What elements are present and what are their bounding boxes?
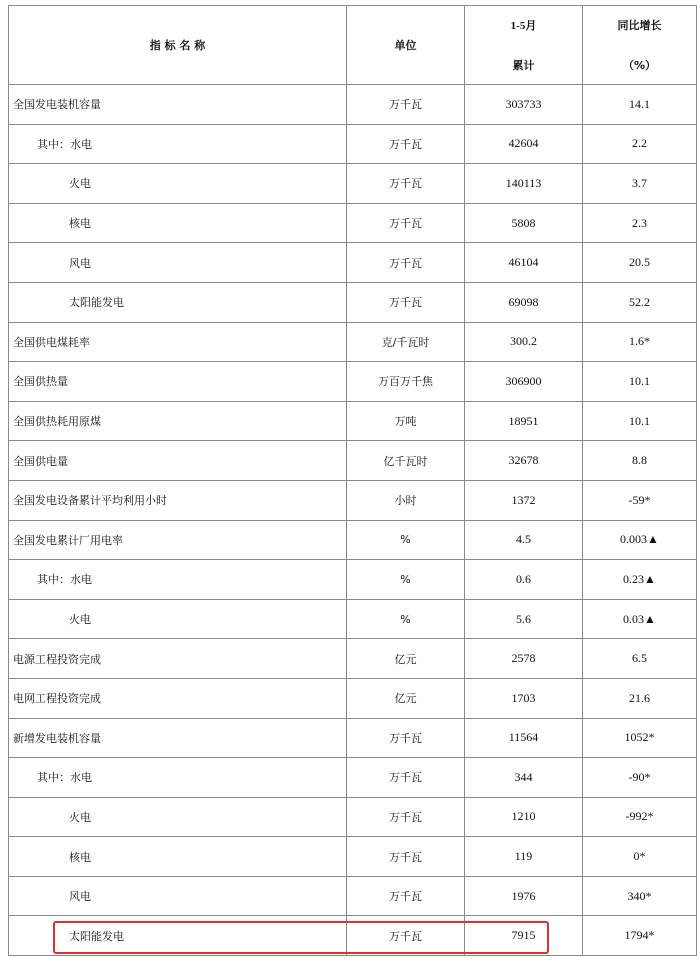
power-industry-statistics-table [8, 5, 697, 956]
table-row [9, 282, 697, 322]
indicator-name-cell: 风电 [9, 243, 347, 283]
indicator-name-cell: 全国供电量 [9, 441, 347, 481]
growth-rate-cell: 20.5 [583, 243, 697, 283]
indicator-name-cell: 核电 [9, 203, 347, 243]
growth-rate-cell: 6.5 [583, 639, 697, 679]
unit-cell: 万千瓦 [347, 718, 465, 758]
growth-rate-cell: -90* [583, 758, 697, 798]
growth-rate-cell: -59* [583, 480, 697, 520]
table-row [9, 322, 697, 362]
indicator-name-cell: 电源工程投资完成 [9, 639, 347, 679]
growth-rate-cell: 21.6 [583, 678, 697, 718]
growth-rate-cell: 1794* [583, 916, 697, 956]
growth-rate-cell: 1.6* [583, 322, 697, 362]
cumulative-value-cell: 300.2 [465, 322, 583, 362]
cumulative-value-cell: 11564 [465, 718, 583, 758]
table-row [9, 639, 697, 679]
table-row [9, 876, 697, 916]
unit-cell: 万千瓦 [347, 837, 465, 877]
cumulative-value-cell: 344 [465, 758, 583, 798]
growth-rate-cell: 0* [583, 837, 697, 877]
table-row [9, 164, 697, 204]
table-row [9, 124, 697, 164]
growth-rate-cell: 8.8 [583, 441, 697, 481]
table-row [9, 599, 697, 639]
statistics-table-container [8, 5, 696, 956]
table-row [9, 718, 697, 758]
cumulative-value-cell: 1372 [465, 480, 583, 520]
growth-rate-cell: 0.003▲ [583, 520, 697, 560]
indicator-name-cell: 全国发电累计厂用电率 [9, 520, 347, 560]
header-growth [583, 6, 697, 85]
cumulative-value-cell: 5.6 [465, 599, 583, 639]
unit-cell: % [347, 560, 465, 600]
table-row [9, 916, 697, 956]
unit-cell: 万千瓦 [347, 916, 465, 956]
indicator-name-cell: 太阳能发电 [9, 282, 347, 322]
growth-rate-cell: 52.2 [583, 282, 697, 322]
cumulative-value-cell: 1976 [465, 876, 583, 916]
table-row [9, 797, 697, 837]
table-row [9, 678, 697, 718]
growth-rate-cell: 0.23▲ [583, 560, 697, 600]
unit-cell: 克/千瓦时 [347, 322, 465, 362]
growth-rate-cell: 14.1 [583, 85, 697, 125]
unit-cell: 万千瓦 [347, 243, 465, 283]
table-row [9, 560, 697, 600]
unit-cell: % [347, 520, 465, 560]
table-row [9, 758, 697, 798]
unit-cell: 万千瓦 [347, 282, 465, 322]
cumulative-value-cell: 140113 [465, 164, 583, 204]
growth-rate-cell: 340* [583, 876, 697, 916]
indicator-name-cell: 火电 [9, 599, 347, 639]
growth-rate-cell: 10.1 [583, 401, 697, 441]
unit-cell: 万千瓦 [347, 876, 465, 916]
cumulative-value-cell: 32678 [465, 441, 583, 481]
indicator-name-cell: 其中：水电 [9, 124, 347, 164]
growth-rate-cell: 1052* [583, 718, 697, 758]
unit-cell: 万吨 [347, 401, 465, 441]
unit-cell: 亿元 [347, 639, 465, 679]
indicator-name-cell: 火电 [9, 797, 347, 837]
table-row [9, 362, 697, 402]
cumulative-value-cell: 306900 [465, 362, 583, 402]
table-row [9, 837, 697, 877]
cumulative-value-cell: 0.6 [465, 560, 583, 600]
unit-cell: 亿千瓦时 [347, 441, 465, 481]
cumulative-value-cell: 4.5 [465, 520, 583, 560]
table-row [9, 520, 697, 560]
table-row [9, 401, 697, 441]
growth-rate-cell: 3.7 [583, 164, 697, 204]
indicator-name-cell: 全国发电装机容量 [9, 85, 347, 125]
header-growth-unit: （%） [622, 59, 657, 72]
cumulative-value-cell: 1210 [465, 797, 583, 837]
indicator-name-cell: 电网工程投资完成 [9, 678, 347, 718]
indicator-name-cell: 全国供热耗用原煤 [9, 401, 347, 441]
growth-rate-cell: 2.2 [583, 124, 697, 164]
table-row [9, 441, 697, 481]
growth-rate-cell: -992* [583, 797, 697, 837]
indicator-name-cell: 新增发电装机容量 [9, 718, 347, 758]
cumulative-value-cell: 7915 [465, 916, 583, 956]
unit-cell: 小时 [347, 480, 465, 520]
table-row [9, 203, 697, 243]
indicator-name-cell: 全国供热量 [9, 362, 347, 402]
header-indicator-name: 指 标 名 称 [9, 6, 347, 85]
unit-cell: 万千瓦 [347, 797, 465, 837]
header-cumulative [465, 6, 583, 85]
cumulative-value-cell: 1703 [465, 678, 583, 718]
unit-cell: 万百万千焦 [347, 362, 465, 402]
unit-cell: 万千瓦 [347, 164, 465, 204]
unit-cell: 万千瓦 [347, 203, 465, 243]
indicator-name-cell: 全国供电煤耗率 [9, 322, 347, 362]
cumulative-value-cell: 46104 [465, 243, 583, 283]
table-row [9, 85, 697, 125]
unit-cell: 万千瓦 [347, 758, 465, 798]
header-growth-label: 同比增长 [617, 19, 662, 32]
header-cumulative-label: 累计 [512, 59, 535, 72]
table-row [9, 480, 697, 520]
unit-cell: 万千瓦 [347, 85, 465, 125]
indicator-name-cell: 其中：水电 [9, 560, 347, 600]
indicator-name-cell: 核电 [9, 837, 347, 877]
cumulative-value-cell: 42604 [465, 124, 583, 164]
growth-rate-cell: 2.3 [583, 203, 697, 243]
unit-cell: % [347, 599, 465, 639]
growth-rate-cell: 0.03▲ [583, 599, 697, 639]
header-unit: 单位 [347, 6, 465, 85]
cumulative-value-cell: 69098 [465, 282, 583, 322]
unit-cell: 亿元 [347, 678, 465, 718]
cumulative-value-cell: 2578 [465, 639, 583, 679]
table-row [9, 243, 697, 283]
growth-rate-cell: 10.1 [583, 362, 697, 402]
table-header-row [9, 6, 697, 85]
indicator-name-cell: 太阳能发电 [9, 916, 347, 956]
cumulative-value-cell: 5808 [465, 203, 583, 243]
indicator-name-cell: 火电 [9, 164, 347, 204]
indicator-name-cell: 其中：水电 [9, 758, 347, 798]
cumulative-value-cell: 303733 [465, 85, 583, 125]
cumulative-value-cell: 18951 [465, 401, 583, 441]
cumulative-value-cell: 119 [465, 837, 583, 877]
header-cumulative-period: 1-5月 [510, 20, 537, 32]
unit-cell: 万千瓦 [347, 124, 465, 164]
indicator-name-cell: 风电 [9, 876, 347, 916]
indicator-name-cell: 全国发电设备累计平均利用小时 [9, 480, 347, 520]
